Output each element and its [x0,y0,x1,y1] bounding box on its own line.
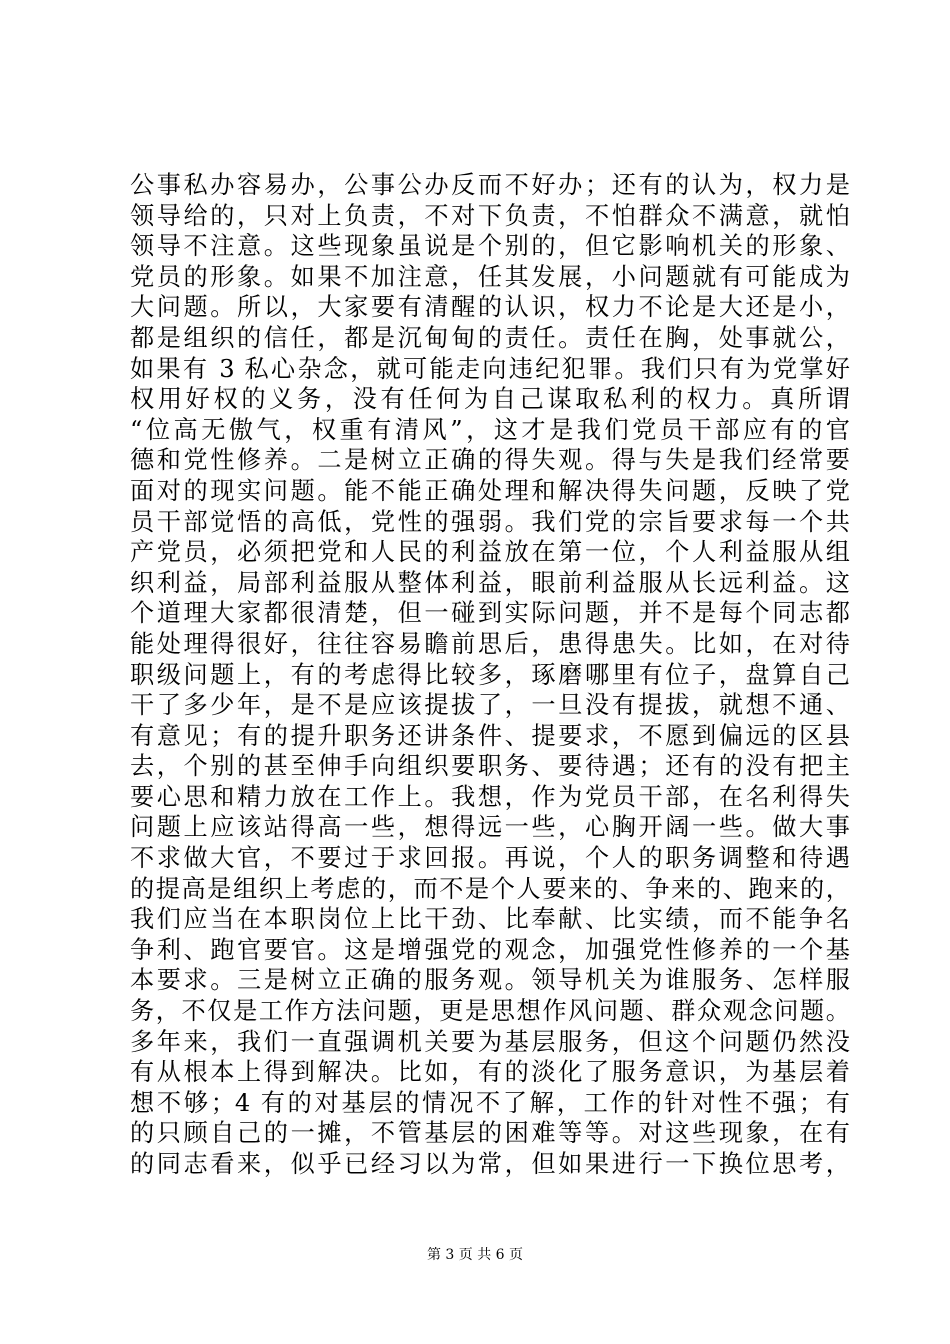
text-line: 权用好权的义务，没有任何为自己谋取私利的权力。真所谓 [130,385,850,414]
text-line: 能处理得很好，往往容易瞻前思后，患得患失。比如，在对待 [130,629,850,658]
text-line: 党员的形象。如果不加注意，任其发展，小问题就有可能成为 [130,262,850,291]
text-line: 员干部觉悟的高低，党性的强弱。我们党的宗旨要求每一个共 [130,507,850,536]
text-line: 问题上应该站得高一些，想得远一些，心胸开阔一些。做大事 [130,813,850,842]
text-line: 织利益，局部利益服从整体利益，眼前利益服从长远利益。这 [130,568,850,597]
body-paragraph [130,170,850,1180]
text-line: 个道理大家都很清楚，但一碰到实际问题，并不是每个同志都 [130,599,850,628]
text-line: 本要求。三是树立正确的服务观。领导机关为谁服务、怎样服 [130,966,850,995]
text-line: 争利、跑官要官。这是增强党的观念，加强党性修养的一个基 [130,935,850,964]
text-line: 的只顾自己的一摊，不管基层的困难等等。对这些现象，在有 [130,1119,850,1148]
text-line: 要心思和精力放在工作上。我想，作为党员干部，在名利得失 [130,782,850,811]
text-line: 去，个别的甚至伸手向组织要职务、要待遇；还有的没有把主 [130,752,850,781]
text-line: 不求做大官，不要过于求回报。再说，个人的职务调整和待遇 [130,844,850,873]
text-line: 都是组织的信任，都是沉甸甸的责任。责任在胸，处事就公， [130,323,850,352]
page-footer: 第 3 页 共 6 页 [426,1247,524,1263]
text-line: 有从根本上得到解决。比如，有的淡化了服务意识，为基层着 [130,1058,850,1087]
text-line: 公事私办容易办，公事公办反而不好办；还有的认为，权力是 [130,171,850,199]
text-line: “位高无傲气，权重有清风”，这才是我们党员干部应有的官 [130,415,850,444]
text-line: 面对的现实问题。能不能正确处理和解决得失问题，反映了党 [130,476,850,505]
text-line: 的提高是组织上考虑的，而不是个人要来的、争来的、跑来的， [130,874,850,903]
text-line: 产党员，必须把党和人民的利益放在第一位，个人利益服从组 [130,538,850,567]
text-line: 如果有 3 私心杂念，就可能走向违纪犯罪。我们只有为党掌好 [130,354,850,383]
text-line: 务，不仅是工作方法问题，更是思想作风问题、群众观念问题。 [130,997,850,1026]
text-line: 想不够；4 有的对基层的情况不了解，工作的针对性不强；有 [130,1088,850,1117]
text-line: 多年来，我们一直强调机关要为基层服务，但这个问题仍然没 [130,1027,850,1056]
text-line: 有意见；有的提升职务还讲条件、提要求，不愿到偏远的区县 [130,721,850,750]
text-line: 的同志看来，似乎已经习以为常，但如果进行一下换位思考， [130,1150,850,1178]
text-line: 我们应当在本职岗位上比干劲、比奉献、比实绩，而不能争名 [130,905,850,934]
text-line: 德和党性修养。二是树立正确的得失观。得与失是我们经常要 [130,446,850,475]
text-line: 干了多少年，是不是应该提拔了，一旦没有提拔，就想不通、 [130,691,850,720]
text-line: 领导给的，只对上负责，不对下负责，不怕群众不满意，就怕 [130,201,850,230]
text-line: 领导不注意。这些现象虽说是个别的，但它影响机关的形象、 [130,232,850,261]
text-line: 职级问题上，有的考虑得比较多，琢磨哪里有位子，盘算自己 [130,660,850,689]
text-line: 大问题。所以，大家要有清醒的认识，权力不论是大还是小， [130,293,850,322]
